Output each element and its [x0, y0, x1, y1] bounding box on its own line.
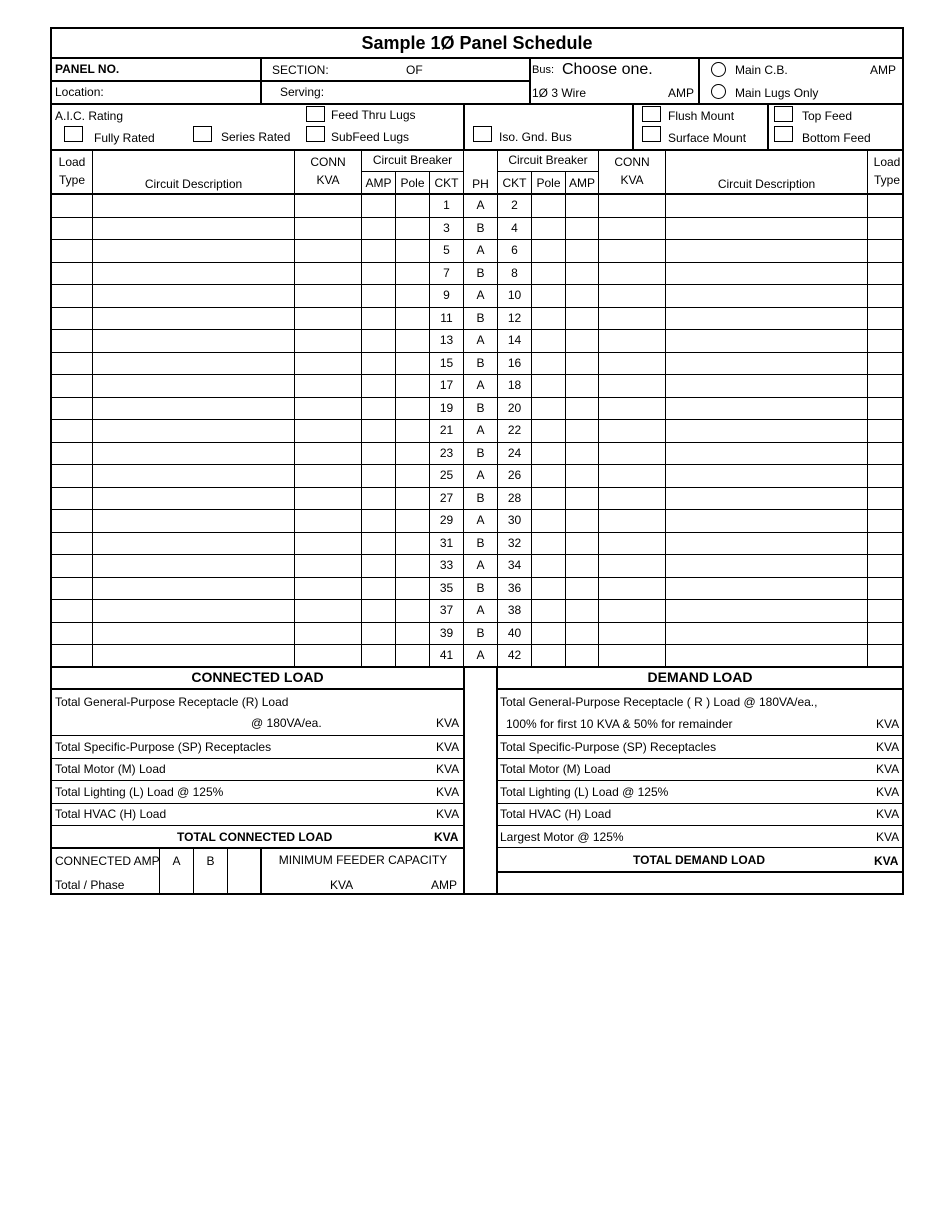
wire-label: 1Ø 3 Wire	[532, 86, 587, 100]
ckt-right: 42	[507, 648, 522, 662]
of-label: OF	[406, 63, 423, 77]
phase: A	[476, 378, 485, 392]
divider	[565, 172, 566, 666]
dl-total-label: TOTAL DEMAND LOAD	[633, 853, 765, 867]
col-amp: AMP	[365, 176, 392, 190]
col-conn-kva: KVA	[620, 173, 644, 187]
divider	[531, 172, 532, 666]
ckt-left: 29	[439, 513, 454, 527]
phase: A	[476, 513, 485, 527]
col-ph: PH	[472, 177, 489, 191]
phase: B	[476, 400, 485, 415]
dl-largest-motor-label: Largest Motor @ 125%	[500, 830, 624, 844]
iso-gnd-bus-label: Iso. Gnd. Bus	[499, 130, 572, 144]
ckt-right: 28	[507, 490, 522, 505]
col-load-type: Type	[873, 173, 900, 187]
col-conn-kva: CONN	[614, 155, 650, 169]
ckt-right: 20	[507, 400, 522, 415]
phase: A	[476, 243, 485, 257]
col-load-type: Load	[873, 155, 901, 169]
divider	[52, 80, 261, 82]
ckt-left: 3	[443, 220, 450, 235]
ckt-right: 6	[511, 243, 518, 257]
ckt-right: 30	[507, 513, 522, 527]
divider	[52, 688, 463, 690]
divider	[498, 847, 902, 848]
ckt-right: 34	[507, 558, 522, 572]
ckt-left: 13	[439, 333, 454, 347]
ckt-left: 1	[443, 198, 450, 212]
main-cb-radio[interactable]	[711, 62, 726, 77]
connected-load-heading: CONNECTED LOAD	[191, 669, 324, 685]
divider	[92, 150, 93, 666]
main-cb-label: Main C.B.	[735, 63, 788, 77]
feeder-kva-label: KVA	[330, 878, 354, 892]
divider	[260, 848, 262, 895]
dl-lighting-kva: KVA	[876, 785, 900, 799]
feed-thru-lugs-checkbox[interactable]	[306, 106, 325, 122]
divider	[529, 58, 531, 104]
series-rated-label: Series Rated	[221, 130, 291, 144]
connected-amp-label: CONNECTED AMP	[55, 854, 160, 868]
feed-thru-lugs-label: Feed Thru Lugs	[331, 108, 416, 122]
phase-a-label: A	[172, 854, 181, 868]
cl-specific-label: Total Specific-Purpose (SP) Receptacles	[55, 740, 272, 754]
ckt-left: 19	[439, 400, 454, 415]
ckt-right: 24	[507, 445, 522, 460]
feeder-amp-label: AMP	[431, 878, 458, 892]
dl-total-kva: KVA	[874, 854, 899, 868]
ckt-right: 32	[507, 535, 522, 550]
phase: B	[476, 265, 485, 280]
divider	[52, 825, 463, 826]
ckt-left: 37	[439, 603, 454, 617]
ckt-right: 40	[507, 625, 522, 640]
dl-largest-motor-kva: KVA	[876, 830, 900, 844]
dl-receptacle-rule: 100% for first 10 KVA & 50% for remainder	[506, 717, 733, 731]
cl-total-kva: KVA	[434, 830, 459, 844]
ckt-left: 33	[439, 558, 454, 572]
divider	[767, 104, 769, 149]
cl-receptacle-kva: KVA	[436, 716, 460, 730]
dl-receptacle-kva: KVA	[876, 717, 900, 731]
ckt-left: 39	[439, 625, 454, 640]
cl-receptacle-label: Total General-Purpose Receptacle (R) Load	[55, 695, 289, 709]
demand-load-heading: DEMAND LOAD	[647, 669, 753, 685]
col-load-type: Load	[58, 155, 86, 169]
col-circuit-breaker: Circuit Breaker	[372, 153, 453, 167]
ckt-left: 9	[443, 288, 450, 302]
iso-gnd-bus-checkbox[interactable]	[473, 126, 492, 142]
ckt-right: 4	[511, 220, 518, 235]
bus-label: Bus:	[532, 64, 555, 76]
dl-specific-kva: KVA	[876, 740, 900, 754]
bottom-feed-label: Bottom Feed	[802, 131, 871, 145]
divider	[498, 688, 902, 690]
divider	[598, 150, 599, 666]
fully-rated-checkbox[interactable]	[64, 126, 83, 142]
ckt-left: 7	[443, 265, 450, 280]
divider	[867, 150, 868, 666]
divider	[227, 848, 228, 895]
ckt-right: 22	[507, 423, 522, 437]
cl-receptacle-rate: @ 180VA/ea.	[251, 716, 322, 730]
bottom-feed-checkbox[interactable]	[774, 126, 793, 142]
section-label: SECTION:	[272, 63, 329, 77]
ckt-right: 16	[507, 355, 522, 370]
phase: A	[476, 468, 485, 482]
cl-specific-kva: KVA	[436, 740, 460, 754]
ckt-right: 18	[507, 378, 522, 392]
dl-motor-label: Total Motor (M) Load	[500, 762, 611, 776]
divider	[52, 735, 463, 736]
subfeed-lugs-label: SubFeed Lugs	[331, 130, 410, 144]
flush-mount-checkbox[interactable]	[642, 106, 661, 122]
ckt-left: 23	[439, 445, 454, 460]
phase: A	[476, 333, 485, 347]
ckt-right: 8	[511, 265, 518, 280]
ckt-left: 25	[439, 468, 454, 482]
phase-b-label: B	[206, 854, 215, 868]
divider	[498, 871, 902, 873]
divider	[261, 80, 529, 82]
phase: A	[476, 558, 485, 572]
cl-lighting-kva: KVA	[436, 785, 460, 799]
surface-mount-checkbox[interactable]	[642, 126, 661, 142]
ckt-right: 10	[507, 288, 522, 302]
divider	[498, 171, 598, 172]
divider	[498, 803, 902, 804]
divider	[498, 780, 902, 781]
ckt-left: 41	[439, 648, 454, 662]
ckt-right: 2	[511, 198, 518, 212]
ckt-right: 38	[507, 603, 522, 617]
col-conn-kva: CONN	[310, 155, 346, 169]
divider	[52, 847, 463, 849]
ckt-left: 15	[439, 355, 454, 370]
ckt-right: 14	[507, 333, 522, 347]
total-phase-label: Total / Phase	[55, 878, 125, 892]
divider	[362, 171, 463, 172]
phase: B	[476, 445, 485, 460]
phase: A	[476, 423, 485, 437]
divider	[463, 667, 465, 895]
dl-hvac-kva: KVA	[876, 807, 900, 821]
ckt-right: 36	[507, 580, 522, 595]
divider	[52, 103, 902, 105]
divider	[496, 667, 498, 895]
divider	[498, 735, 902, 736]
flush-mount-label: Flush Mount	[668, 109, 735, 123]
col-pole: Pole	[400, 176, 425, 190]
col-pole: Pole	[536, 176, 561, 190]
ckt-left: 21	[439, 423, 454, 437]
panel-schedule-form	[50, 27, 904, 895]
ckt-left: 5	[443, 243, 450, 257]
col-conn-kva: KVA	[316, 173, 340, 187]
divider	[498, 825, 902, 826]
ckt-right: 12	[507, 310, 522, 325]
panel-no-label: PANEL NO.	[55, 62, 120, 76]
top-feed-label: Top Feed	[802, 109, 853, 123]
col-load-type: Type	[58, 173, 85, 187]
divider	[52, 57, 902, 59]
dl-hvac-label: Total HVAC (H) Load	[500, 807, 612, 821]
main-cb-amp-label: AMP	[870, 63, 897, 77]
divider	[395, 172, 396, 666]
dl-lighting-label: Total Lighting (L) Load @ 125%	[500, 785, 669, 799]
dl-specific-label: Total Specific-Purpose (SP) Receptacles	[500, 740, 717, 754]
divider	[361, 150, 362, 666]
fully-rated-label: Fully Rated	[94, 131, 155, 145]
main-lugs-label: Main Lugs Only	[735, 86, 819, 100]
col-amp: AMP	[568, 176, 595, 190]
ckt-left: 27	[439, 490, 454, 505]
serving-label: Serving:	[280, 85, 325, 99]
location-label: Location:	[55, 85, 104, 99]
phase: B	[476, 355, 485, 370]
subfeed-lugs-checkbox[interactable]	[306, 126, 325, 142]
ckt-left: 17	[439, 378, 454, 392]
divider	[463, 150, 464, 666]
phase: A	[476, 603, 485, 617]
divider	[429, 172, 430, 666]
divider	[632, 104, 634, 149]
divider	[463, 104, 465, 149]
cl-hvac-label: Total HVAC (H) Load	[55, 807, 167, 821]
dl-receptacle-label: Total General-Purpose Receptacle ( R ) Load @ 180VA/ea.,	[500, 695, 818, 709]
divider	[52, 803, 463, 804]
ckt-left: 11	[440, 310, 453, 325]
min-feeder-label: MINIMUM FEEDER CAPACITY	[278, 853, 448, 867]
divider	[52, 758, 463, 759]
cl-hvac-kva: KVA	[436, 807, 460, 821]
cl-motor-label: Total Motor (M) Load	[55, 762, 166, 776]
cl-motor-kva: KVA	[436, 762, 460, 776]
divider	[52, 149, 902, 151]
divider	[52, 780, 463, 781]
col-circuit-breaker: Circuit Breaker	[508, 153, 588, 167]
series-rated-checkbox[interactable]	[193, 126, 212, 142]
phase: A	[476, 198, 485, 212]
phase: A	[476, 288, 485, 302]
divider	[52, 666, 902, 668]
phase: B	[476, 625, 485, 640]
phase: B	[476, 490, 485, 505]
wire-amp-label: AMP	[668, 86, 695, 100]
surface-mount-label: Surface Mount	[668, 131, 747, 145]
cl-lighting-label: Total Lighting (L) Load @ 125%	[55, 785, 224, 799]
col-ckt: CKT	[502, 176, 527, 190]
top-feed-checkbox[interactable]	[774, 106, 793, 122]
phase: B	[476, 220, 485, 235]
phase: B	[476, 535, 485, 550]
col-circuit-description: Circuit Description	[717, 177, 816, 191]
divider	[497, 150, 498, 666]
phase: B	[476, 580, 485, 595]
divider	[665, 150, 666, 666]
divider	[698, 58, 700, 104]
phase: A	[476, 648, 485, 662]
col-circuit-description: Circuit Description	[144, 177, 243, 191]
page-title: Sample 1Ø Panel Schedule	[361, 33, 593, 53]
divider	[498, 758, 902, 759]
dl-motor-kva: KVA	[876, 762, 900, 776]
aic-rating-label: A.I.C. Rating	[55, 109, 124, 123]
ckt-left: 35	[439, 580, 454, 595]
cl-total-label: TOTAL CONNECTED LOAD	[177, 830, 333, 844]
col-ckt: CKT	[434, 176, 459, 190]
phase: B	[476, 310, 485, 325]
ckt-right: 26	[507, 468, 522, 482]
divider	[294, 150, 295, 666]
main-lugs-radio[interactable]	[711, 84, 726, 99]
ckt-left: 31	[439, 535, 454, 550]
bus-select[interactable]: Choose one.	[562, 61, 653, 78]
